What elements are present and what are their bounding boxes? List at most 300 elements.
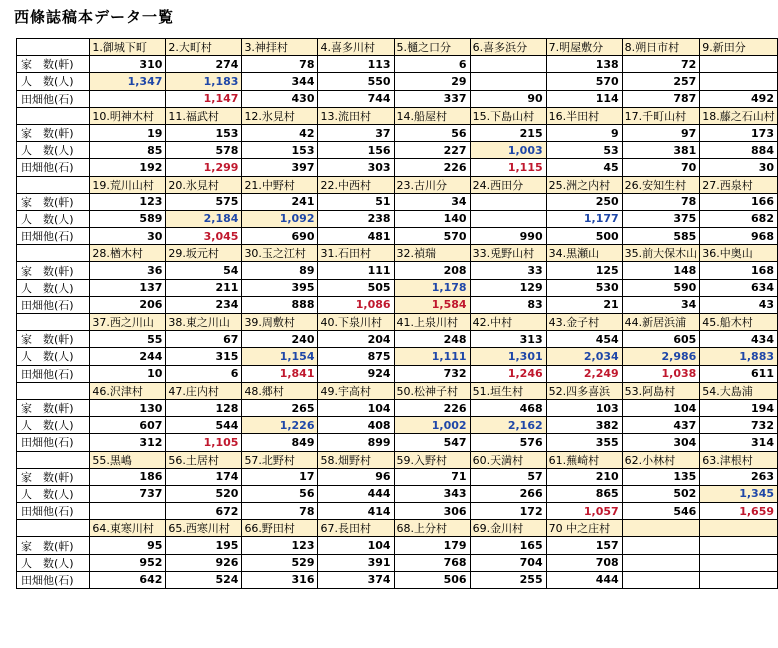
village-header: 52.四多喜浜 (546, 382, 622, 399)
value-cell: 34 (622, 296, 700, 313)
corner-cell (17, 382, 90, 399)
table-row (17, 124, 778, 141)
value-cell (700, 73, 778, 90)
value-cell (700, 56, 778, 73)
value-cell: 21 (546, 296, 622, 313)
table-row (17, 537, 778, 554)
row-label: 人 数(人) (17, 348, 90, 365)
row-label: 人 数(人) (17, 417, 90, 434)
value-cell: 104 (318, 537, 394, 554)
value-cell: 744 (318, 90, 394, 107)
value-cell: 444 (546, 571, 622, 588)
value-cell: 135 (622, 468, 700, 485)
row-label: 田畑他(石) (17, 228, 90, 245)
value-cell: 179 (394, 537, 470, 554)
value-cell (470, 73, 546, 90)
corner-cell (17, 451, 90, 468)
value-cell: 607 (90, 417, 166, 434)
value-cell: 884 (700, 142, 778, 159)
village-header: 5.樋之口分 (394, 39, 470, 56)
value-cell: 589 (90, 210, 166, 227)
value-cell: 51 (318, 193, 394, 210)
value-cell: 575 (166, 193, 242, 210)
corner-cell (17, 107, 90, 124)
village-header: 40.下泉川村 (318, 314, 394, 331)
value-cell: 1,301 (470, 348, 546, 365)
value-cell: 29 (394, 73, 470, 90)
village-header: 57.北野村 (242, 451, 318, 468)
value-cell: 2,249 (546, 365, 622, 382)
value-cell: 129 (470, 279, 546, 296)
value-cell: 672 (166, 503, 242, 520)
table-row (17, 468, 778, 485)
row-label: 家 数(軒) (17, 537, 90, 554)
value-cell: 520 (166, 485, 242, 502)
value-cell: 83 (470, 296, 546, 313)
row-label: 田畑他(石) (17, 434, 90, 451)
value-cell: 570 (546, 73, 622, 90)
value-cell: 265 (242, 399, 318, 416)
value-cell: 1,115 (470, 159, 546, 176)
village-header: 12.氷見村 (242, 107, 318, 124)
value-cell: 1,002 (394, 417, 470, 434)
value-cell: 865 (546, 485, 622, 502)
value-cell: 9 (546, 124, 622, 141)
value-cell: 156 (318, 142, 394, 159)
village-header: 43.金子村 (546, 314, 622, 331)
value-cell: 544 (166, 417, 242, 434)
value-cell: 708 (546, 554, 622, 571)
village-header: 67.長田村 (318, 520, 394, 537)
village-header: 14.船屋村 (394, 107, 470, 124)
value-cell: 585 (622, 228, 700, 245)
value-cell: 374 (318, 571, 394, 588)
value-cell: 6 (166, 365, 242, 382)
value-cell: 590 (622, 279, 700, 296)
value-cell: 303 (318, 159, 394, 176)
value-cell: 53 (546, 142, 622, 159)
value-cell: 787 (622, 90, 700, 107)
value-cell: 875 (318, 348, 394, 365)
value-cell: 344 (242, 73, 318, 90)
value-cell: 634 (700, 279, 778, 296)
value-cell: 71 (394, 468, 470, 485)
value-cell: 529 (242, 554, 318, 571)
value-cell (622, 571, 700, 588)
value-cell: 55 (90, 331, 166, 348)
value-cell: 128 (166, 399, 242, 416)
village-header: 37.西之川山 (90, 314, 166, 331)
value-cell: 737 (90, 485, 166, 502)
value-cell: 97 (622, 124, 700, 141)
value-cell: 343 (394, 485, 470, 502)
village-header: 1.御城下町 (90, 39, 166, 56)
village-header: 31.石田村 (318, 245, 394, 262)
value-cell: 89 (242, 262, 318, 279)
row-label: 田畑他(石) (17, 365, 90, 382)
value-cell: 206 (90, 296, 166, 313)
row-label: 田畑他(石) (17, 571, 90, 588)
table-row (17, 503, 778, 520)
value-cell: 1,299 (166, 159, 242, 176)
table-row (17, 159, 778, 176)
table-row (17, 331, 778, 348)
value-cell: 1,226 (242, 417, 318, 434)
header-row (17, 176, 778, 193)
value-cell: 382 (546, 417, 622, 434)
village-header: 26.安知生村 (622, 176, 700, 193)
table-row (17, 554, 778, 571)
village-header: 6.喜多浜分 (470, 39, 546, 56)
value-cell: 257 (622, 73, 700, 90)
value-cell: 968 (700, 228, 778, 245)
value-cell: 682 (700, 210, 778, 227)
value-cell: 186 (90, 468, 166, 485)
value-cell: 2,162 (470, 417, 546, 434)
value-cell: 437 (622, 417, 700, 434)
value-cell: 78 (242, 503, 318, 520)
value-cell: 244 (90, 348, 166, 365)
value-cell: 123 (242, 537, 318, 554)
corner-cell (17, 245, 90, 262)
value-cell (700, 571, 778, 588)
value-cell: 263 (700, 468, 778, 485)
value-cell: 250 (546, 193, 622, 210)
header-row (17, 107, 778, 124)
value-cell: 248 (394, 331, 470, 348)
value-cell: 1,086 (318, 296, 394, 313)
value-cell: 85 (90, 142, 166, 159)
value-cell: 316 (242, 571, 318, 588)
table-row (17, 296, 778, 313)
row-label: 家 数(軒) (17, 262, 90, 279)
value-cell: 547 (394, 434, 470, 451)
value-cell: 310 (90, 56, 166, 73)
value-cell: 34 (394, 193, 470, 210)
value-cell: 1,183 (166, 73, 242, 90)
value-cell: 570 (394, 228, 470, 245)
header-row (17, 314, 778, 331)
village-header: 9.新田分 (700, 39, 778, 56)
value-cell: 153 (166, 124, 242, 141)
value-cell: 313 (470, 331, 546, 348)
value-cell: 57 (470, 468, 546, 485)
value-cell: 2,034 (546, 348, 622, 365)
value-cell: 481 (318, 228, 394, 245)
value-cell: 70 (622, 159, 700, 176)
value-cell: 381 (622, 142, 700, 159)
value-cell: 10 (90, 365, 166, 382)
table-row (17, 210, 778, 227)
corner-cell (17, 176, 90, 193)
row-label: 家 数(軒) (17, 124, 90, 141)
value-cell: 434 (700, 331, 778, 348)
village-header: 8.朔日市村 (622, 39, 700, 56)
value-cell: 397 (242, 159, 318, 176)
value-cell: 226 (394, 159, 470, 176)
village-header: 4.喜多川村 (318, 39, 394, 56)
value-cell: 43 (700, 296, 778, 313)
village-header: 15.下島山村 (470, 107, 546, 124)
value-cell: 530 (546, 279, 622, 296)
value-cell: 104 (318, 399, 394, 416)
row-label: 人 数(人) (17, 554, 90, 571)
value-cell: 2,184 (166, 210, 242, 227)
value-cell: 78 (242, 56, 318, 73)
table-row (17, 348, 778, 365)
value-cell: 37 (318, 124, 394, 141)
row-label: 家 数(軒) (17, 399, 90, 416)
value-cell: 54 (166, 262, 242, 279)
value-cell: 2,986 (622, 348, 700, 365)
value-cell: 194 (700, 399, 778, 416)
corner-cell (17, 39, 90, 56)
value-cell: 355 (546, 434, 622, 451)
value-cell: 137 (90, 279, 166, 296)
value-cell: 234 (166, 296, 242, 313)
row-label: 家 数(軒) (17, 468, 90, 485)
value-cell: 130 (90, 399, 166, 416)
value-cell: 375 (622, 210, 700, 227)
value-cell (700, 537, 778, 554)
table-row (17, 73, 778, 90)
village-header: 34.黒瀬山 (546, 245, 622, 262)
value-cell: 1,147 (166, 90, 242, 107)
value-cell: 90 (470, 90, 546, 107)
village-header: 33.兎野山村 (470, 245, 546, 262)
table-row (17, 417, 778, 434)
village-header: 29.坂元村 (166, 245, 242, 262)
village-header: 23.古川分 (394, 176, 470, 193)
header-row (17, 39, 778, 56)
village-header: 11.福武村 (166, 107, 242, 124)
value-cell: 238 (318, 210, 394, 227)
value-cell: 468 (470, 399, 546, 416)
value-cell: 103 (546, 399, 622, 416)
value-cell: 157 (546, 537, 622, 554)
village-header: 47.庄内村 (166, 382, 242, 399)
value-cell: 500 (546, 228, 622, 245)
village-header: 7.明屋敷分 (546, 39, 622, 56)
value-cell: 241 (242, 193, 318, 210)
village-header: 22.中西村 (318, 176, 394, 193)
value-cell: 454 (546, 331, 622, 348)
village-header: 39.周敷村 (242, 314, 318, 331)
page-title: 西條誌稿本データ一覧 (14, 8, 175, 26)
village-header: 48.郷村 (242, 382, 318, 399)
village-header: 42.中村 (470, 314, 546, 331)
value-cell: 312 (90, 434, 166, 451)
value-cell: 578 (166, 142, 242, 159)
value-cell: 306 (394, 503, 470, 520)
village-header: 64.東寒川村 (90, 520, 166, 537)
table-row (17, 434, 778, 451)
village-header: 36.中奥山 (700, 245, 778, 262)
row-label: 田畑他(石) (17, 90, 90, 107)
value-cell: 391 (318, 554, 394, 571)
value-cell: 30 (700, 159, 778, 176)
value-cell: 56 (242, 485, 318, 502)
table-row (17, 56, 778, 73)
village-header: 46.沢津村 (90, 382, 166, 399)
value-cell: 1,154 (242, 348, 318, 365)
table-row (17, 399, 778, 416)
value-cell: 173 (700, 124, 778, 141)
header-row (17, 382, 778, 399)
value-cell: 274 (166, 56, 242, 73)
value-cell: 1,178 (394, 279, 470, 296)
value-cell: 506 (394, 571, 470, 588)
value-cell (90, 90, 166, 107)
header-row (17, 520, 778, 537)
village-header: 18.藤之石山村 (700, 107, 778, 124)
value-cell: 168 (700, 262, 778, 279)
value-cell: 690 (242, 228, 318, 245)
village-header: 58.畑野村 (318, 451, 394, 468)
value-cell: 266 (470, 485, 546, 502)
value-cell: 104 (622, 399, 700, 416)
value-cell: 227 (394, 142, 470, 159)
table-row (17, 193, 778, 210)
village-header: 16.半田村 (546, 107, 622, 124)
row-label: 家 数(軒) (17, 193, 90, 210)
village-header: 61.蕪崎村 (546, 451, 622, 468)
value-cell: 78 (622, 193, 700, 210)
value-cell: 165 (470, 537, 546, 554)
village-header: 69.金川村 (470, 520, 546, 537)
value-cell: 768 (394, 554, 470, 571)
value-cell: 414 (318, 503, 394, 520)
value-cell: 226 (394, 399, 470, 416)
value-cell: 732 (394, 365, 470, 382)
village-header: 27.西泉村 (700, 176, 778, 193)
value-cell: 546 (622, 503, 700, 520)
table-row (17, 571, 778, 588)
value-cell: 45 (546, 159, 622, 176)
village-header: 54.大島浦 (700, 382, 778, 399)
village-header: 38.東之川山 (166, 314, 242, 331)
value-cell: 642 (90, 571, 166, 588)
village-header: 45.船木村 (700, 314, 778, 331)
value-cell: 138 (546, 56, 622, 73)
value-cell: 204 (318, 331, 394, 348)
row-label: 田畑他(石) (17, 503, 90, 520)
value-cell: 732 (700, 417, 778, 434)
value-cell: 19 (90, 124, 166, 141)
table-row (17, 142, 778, 159)
village-header: 50.松神子村 (394, 382, 470, 399)
row-label: 人 数(人) (17, 142, 90, 159)
table-row (17, 485, 778, 502)
value-cell: 395 (242, 279, 318, 296)
value-cell: 1,246 (470, 365, 546, 382)
value-cell: 56 (394, 124, 470, 141)
value-cell: 17 (242, 468, 318, 485)
value-cell: 140 (394, 210, 470, 227)
value-cell: 1,841 (242, 365, 318, 382)
value-cell: 605 (622, 331, 700, 348)
value-cell: 1,111 (394, 348, 470, 365)
header-row (17, 451, 778, 468)
value-cell: 1,105 (166, 434, 242, 451)
value-cell: 492 (700, 90, 778, 107)
value-cell: 3,045 (166, 228, 242, 245)
value-cell: 174 (166, 468, 242, 485)
value-cell: 444 (318, 485, 394, 502)
value-cell: 430 (242, 90, 318, 107)
village-header: 63.津根村 (700, 451, 778, 468)
village-header (622, 520, 700, 537)
value-cell: 888 (242, 296, 318, 313)
value-cell: 502 (622, 485, 700, 502)
value-cell: 1,177 (546, 210, 622, 227)
corner-cell (17, 314, 90, 331)
header-row (17, 245, 778, 262)
village-header: 17.千町山村 (622, 107, 700, 124)
village-header: 49.宇高村 (318, 382, 394, 399)
value-cell: 1,345 (700, 485, 778, 502)
village-header: 70 中之庄村 (546, 520, 622, 537)
value-cell: 36 (90, 262, 166, 279)
value-cell: 255 (470, 571, 546, 588)
value-cell: 550 (318, 73, 394, 90)
village-header: 20.氷見村 (166, 176, 242, 193)
value-cell: 1,347 (90, 73, 166, 90)
village-header: 68.上分村 (394, 520, 470, 537)
value-cell: 926 (166, 554, 242, 571)
value-cell: 30 (90, 228, 166, 245)
value-cell (622, 537, 700, 554)
village-header: 65.西寒川村 (166, 520, 242, 537)
village-header (700, 520, 778, 537)
village-header: 28.楢木村 (90, 245, 166, 262)
value-cell: 172 (470, 503, 546, 520)
row-label: 家 数(軒) (17, 331, 90, 348)
table-row (17, 90, 778, 107)
value-cell: 211 (166, 279, 242, 296)
value-cell: 113 (318, 56, 394, 73)
table-row (17, 365, 778, 382)
value-cell: 166 (700, 193, 778, 210)
village-header: 56.土居村 (166, 451, 242, 468)
value-cell: 6 (394, 56, 470, 73)
value-cell (700, 554, 778, 571)
village-header: 3.神拝村 (242, 39, 318, 56)
value-cell: 208 (394, 262, 470, 279)
value-cell: 114 (546, 90, 622, 107)
village-header: 62.小林村 (622, 451, 700, 468)
village-header: 53.阿島村 (622, 382, 700, 399)
village-header: 10.明神木村 (90, 107, 166, 124)
value-cell: 195 (166, 537, 242, 554)
village-header: 25.洲之内村 (546, 176, 622, 193)
value-cell: 72 (622, 56, 700, 73)
value-cell: 95 (90, 537, 166, 554)
village-header: 51.垣生村 (470, 382, 546, 399)
value-cell (90, 503, 166, 520)
value-cell: 315 (166, 348, 242, 365)
village-header: 60.天満村 (470, 451, 546, 468)
village-header: 13.流田村 (318, 107, 394, 124)
value-cell: 576 (470, 434, 546, 451)
value-cell: 1,003 (470, 142, 546, 159)
value-cell (470, 210, 546, 227)
village-header: 2.大町村 (166, 39, 242, 56)
value-cell: 125 (546, 262, 622, 279)
row-label: 田畑他(石) (17, 159, 90, 176)
table-row (17, 279, 778, 296)
row-label: 人 数(人) (17, 73, 90, 90)
